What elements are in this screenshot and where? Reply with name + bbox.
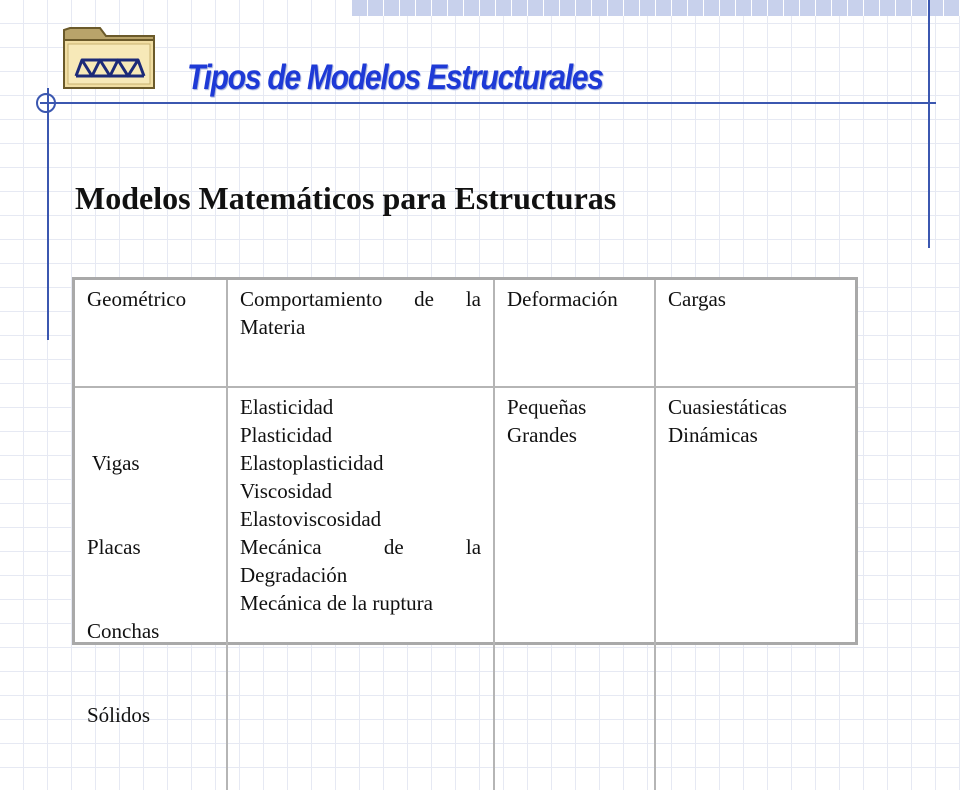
left-accent-line — [47, 88, 49, 340]
header-cargas: Cargas — [655, 280, 855, 387]
header-deformacion: Deformación — [494, 280, 655, 387]
table-header-row — [75, 280, 855, 387]
list-item: Elastoviscosidad — [240, 507, 382, 531]
list-item: Conchas — [87, 619, 160, 643]
right-accent-line — [928, 0, 930, 248]
list-item: Viscosidad — [240, 479, 333, 503]
list-item-mecanica-line1 — [240, 533, 481, 561]
list-item: Plasticidad — [240, 423, 333, 447]
list-item: Grandes — [507, 423, 577, 447]
word: Comportamiento — [240, 287, 383, 311]
bridge-folder-icon — [60, 16, 160, 94]
list-item: Cuasiestáticas — [668, 395, 787, 419]
cell-comportamiento — [227, 387, 494, 790]
list-item: Dinámicas — [668, 423, 758, 447]
list-item: Placas — [87, 535, 141, 559]
cell-geometrico — [75, 387, 227, 790]
word: de — [383, 535, 404, 559]
word: de — [414, 287, 434, 311]
header-comportamiento — [227, 280, 494, 387]
cell-deformacion — [494, 387, 655, 790]
title-underline — [40, 102, 936, 104]
list-item-mecanica-line2: Degradación — [240, 563, 348, 587]
models-table — [72, 277, 858, 727]
word: Mecánica — [240, 535, 322, 559]
header-geometrico: Geométrico — [75, 280, 227, 387]
top-decor-band — [352, 0, 960, 16]
list-item: Pequeñas — [507, 395, 587, 419]
word: la — [465, 535, 482, 559]
list-item: Sólidos — [87, 703, 151, 727]
cell-cargas — [655, 387, 855, 790]
slide-title: Tipos de Modelos Estructurales — [187, 58, 603, 97]
crosshair-circle-icon — [32, 89, 60, 117]
header-comportamiento-line1 — [240, 285, 481, 313]
header-comportamiento-line2: Materia — [240, 315, 306, 339]
list-item: Elastoplasticidad — [240, 451, 384, 475]
word: la — [465, 287, 481, 311]
table-row — [75, 387, 855, 790]
section-heading: Modelos Matemáticos para Estructuras — [75, 180, 617, 216]
list-item: Elasticidad — [240, 395, 334, 419]
list-item: Vigas — [87, 451, 140, 475]
list-item: Mecánica de la ruptura — [240, 591, 433, 615]
